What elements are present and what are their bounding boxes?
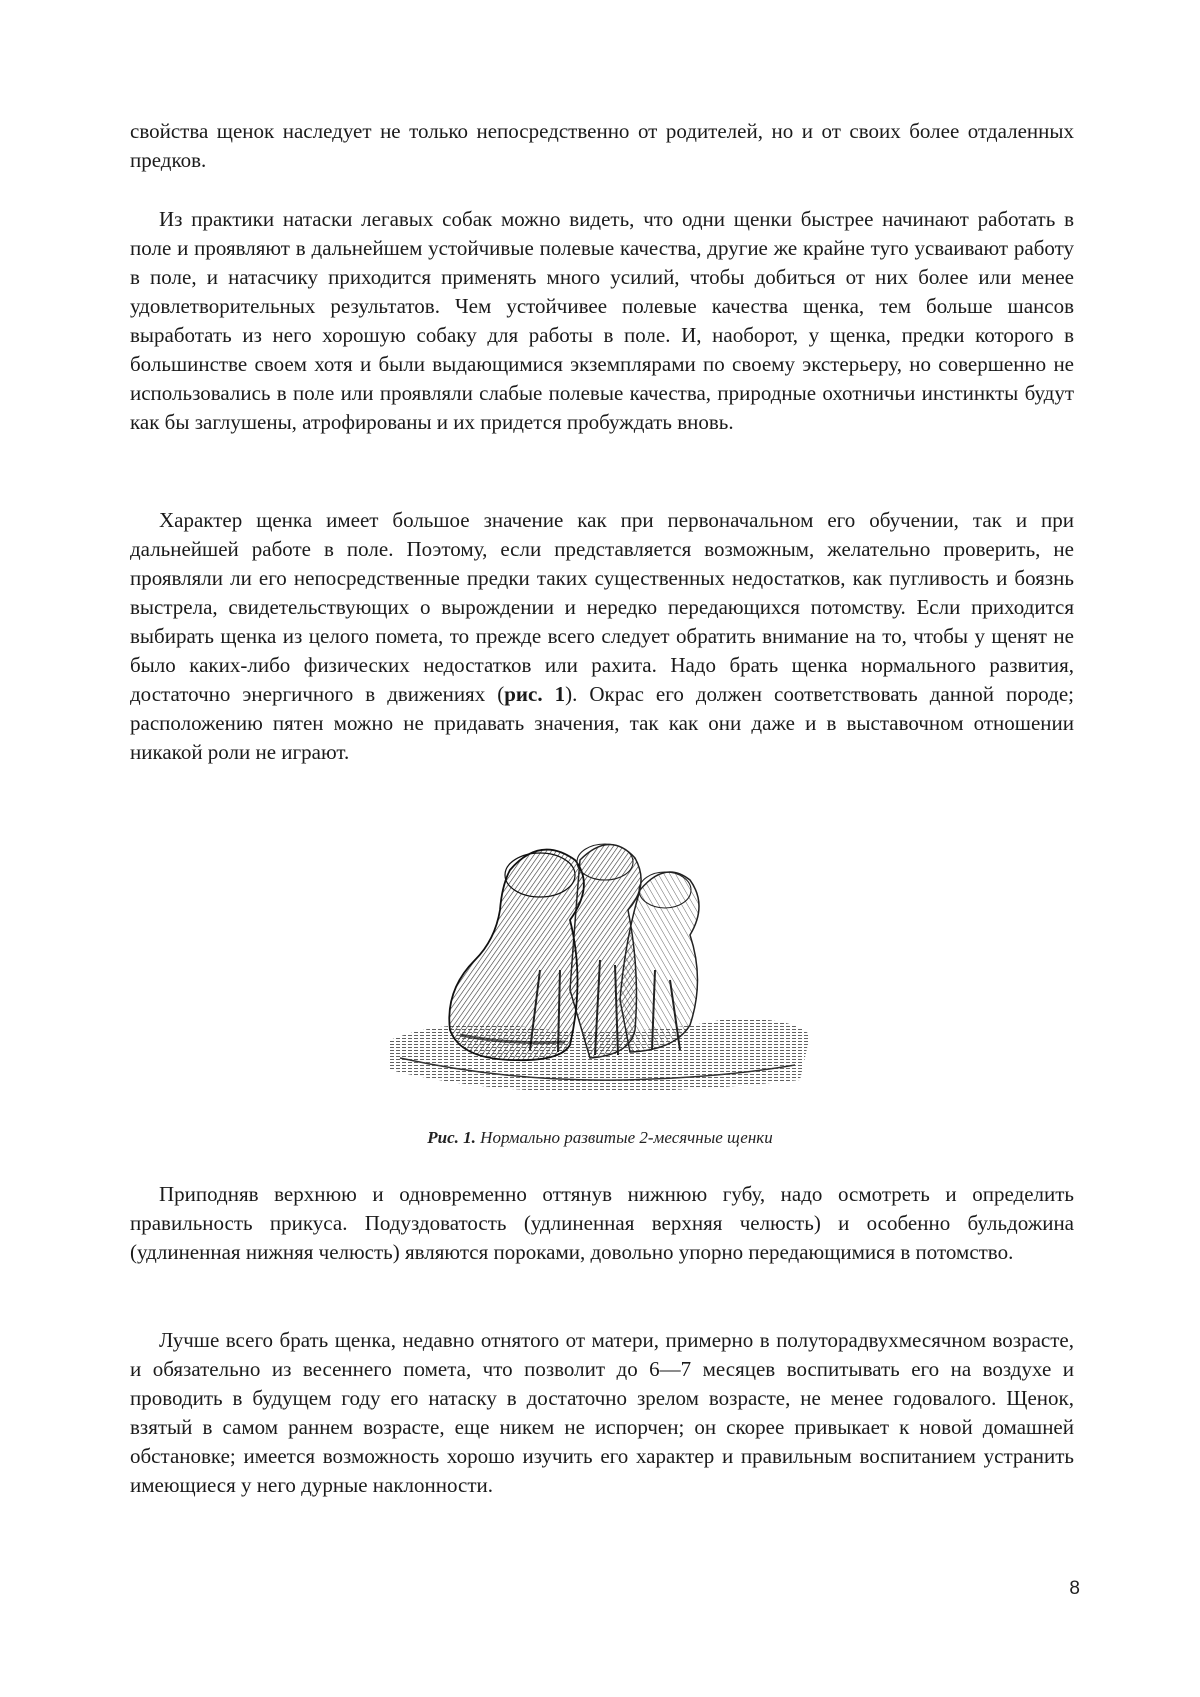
figure-puppies-illustration: [390, 830, 810, 1130]
paragraph-4: [130, 1180, 1074, 1267]
paragraph-1-text: свойства щенок наследует не только непосредственно от родителей, но и от своих более отдаленных предков.: [130, 119, 1074, 172]
paragraph-3-text: [130, 506, 1074, 767]
paragraph-3-text-end: ). Окрас его должен соответствовать данной породе; расположению пятен можно не придавать значения, так как они даже и в выставочном отношении никакой роли не играют.: [130, 682, 1074, 764]
paragraph-1: [130, 117, 1074, 175]
paragraph-2: [130, 205, 1074, 437]
paragraph-4-text: Приподняв верхнюю и одновременно оттянув нижнюю губу, надо осмотреть и определить правильность прикуса. Подуздоватость (удлиненная верхняя челюсть) и особенно бульдожина (удлиненная нижняя челюсть) являются пороками, довольно упорно передающимися в потомство.: [130, 1182, 1074, 1264]
figure-caption-text: Нормально развитые 2-месячные щенки: [480, 1128, 773, 1147]
page-number: 8: [1069, 1578, 1080, 1599]
figure-reference: рис. 1: [504, 682, 566, 706]
figure-caption-label: Рис. 1.: [427, 1128, 476, 1147]
paragraph-5: [130, 1326, 1074, 1500]
paragraph-2-text: Из практики натаски легавых собак можно видеть, что одни щенки быстрее начинают работать в поле и проявляют в дальнейшем устойчивые полевые качества, другие же крайне туго усваивают работу в поле, и натасчику приходится применять много усилий, чтобы добиться от них более или менее удовлетворительных результатов. Чем устойчивее полевые качества щенка, тем больше шансов выработать из него хорошую собаку для работы в поле. И, наоборот, у щенка, предки которого в большинстве своем хотя и были выдающимися экземплярами по своему экстерьеру, но совершенно не использовались в поле или проявляли слабые полевые качества, природные охотничьи инстинкты будут как бы заглушены, атрофированы и их придется пробуждать вновь.: [130, 207, 1074, 434]
paragraph-5-text: Лучше всего брать щенка, недавно отнятого от матери, примерно в полуторадвухмесячном возрасте, и обязательно из весеннего помета, что позволит до 6—7 месяцев воспитывать его на воздухе и проводить в будущем году его натаску в достаточно зрелом возрасте, не менее годовалого. Щенок, взятый в самом раннем возрасте, еще никем не испорчен; он скорее привыкает к новой домашней обстановке; имеется возможность хорошо изучить его характер и правильным воспитанием устранить имеющиеся у него дурные наклонности.: [130, 1328, 1074, 1497]
figure-caption: [0, 1128, 1200, 1148]
paragraph-3-text-start: Характер щенка имеет большое значение как при первоначальном его обучении, так и при дальнейшей работе в поле. Поэтому, если представляется возможным, желательно проверить, не проявляли ли его непосредственные предки таких существенных недостатков, как пугливость и боязнь выстрела, свидетельствующих о вырождении и нередко передающихся потомству. Если приходится выбирать щенка из целого помета, то прежде всего следует обратить внимание на то, чтобы у щенят не было каких-либо физических недостатков или рахита. Надо брать щенка нормального развития, достаточно энергичного в движениях (: [130, 508, 1074, 706]
paragraph-3: [130, 506, 1074, 767]
puppies-engraving-image: [390, 830, 810, 1130]
